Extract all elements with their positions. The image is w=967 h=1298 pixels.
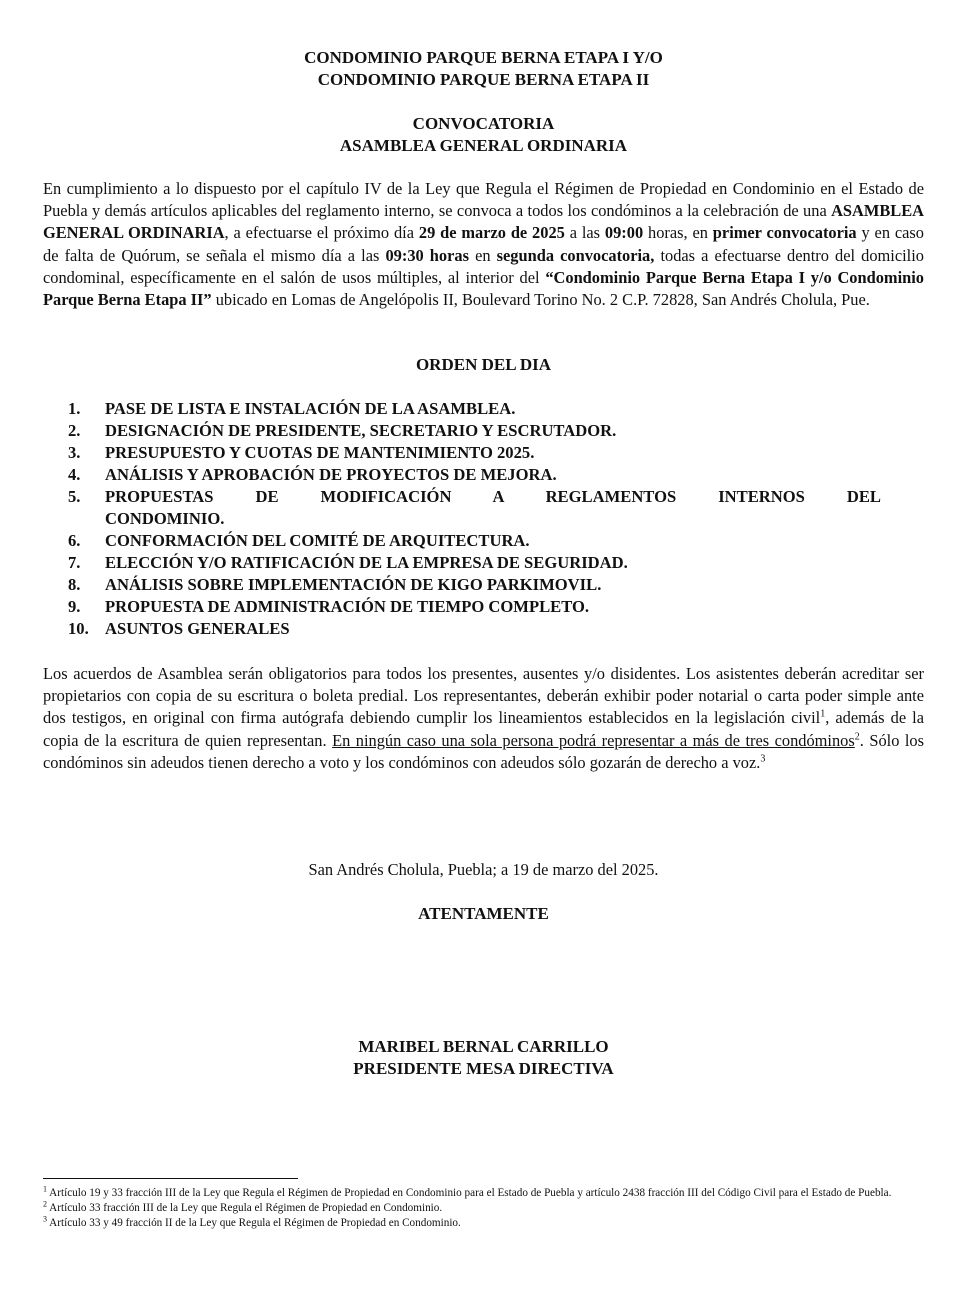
footnotes [43,1186,924,1231]
footnote-3 [43,1216,924,1231]
intro-date: 29 de marzo de 2025 [418,223,565,243]
agenda-item-number: 6. [68,531,81,550]
agenda-item [68,552,881,574]
signatory-name: MARIBEL BERNAL CARRILLO [358,1037,609,1056]
footnote-text: Artículo 19 y 33 fracción III de la Ley que Regula el Régimen de Propiedad en Condominio para el Estado de Puebla y artículo 2438 fracción III del Código Civil para el Estado de Puebla. [47,1187,892,1199]
agenda-item [68,486,881,508]
agenda-item-text: ELECCIÓN Y/O RATIFICACIÓN DE LA EMPRESA DE SEGURIDAD. [105,553,628,572]
agenda-item-continuation [68,508,881,530]
agenda-item [68,596,881,618]
agenda-item-text: CONDOMINIO. [105,509,225,528]
intro-bold: ASAMBLEA GENERAL ORDINARIA [43,201,924,243]
footnote-ref-2[interactable]: 2 [854,731,860,743]
footnote-mark: 1 [43,1184,47,1194]
footnote-mark: 2 [43,1199,47,1209]
footnote-divider [43,1178,298,1179]
intro-text: a las [564,223,605,243]
agenda-item-number: 1. [68,399,81,418]
document-header [0,47,967,91]
intro-text: en [468,245,497,265]
intro-bold: primer convocatoria [712,223,857,243]
intro-text: En cumplimiento a lo dispuesto por el capítulo IV de la Ley que Regula el Régimen de Propiedad en Condominio en el Estado de Puebla y demás artículos aplicables del reglamento interno, se convoca a todos los condóminos a la celebración de una [43,179,924,221]
agenda-item-number: 3. [68,443,81,462]
agenda-item-text: PASE DE LISTA E INSTALACIÓN DE LA ASAMBLEA. [105,399,516,418]
agenda-item [68,618,881,640]
agenda-item [68,420,881,442]
agenda-item-text: ASUNTOS GENERALES [105,619,290,638]
agenda-item-text: PROPUESTAS DE MODIFICACIÓN A REGLAMENTOS INTERNOS DEL [105,487,881,506]
convocatoria-heading [0,113,967,157]
intro-time-second: 09:30 horas [385,245,469,265]
footnote-text: Artículo 33 fracción III de la Ley que Regula el Régimen de Propiedad en Condominio. [47,1202,443,1214]
convocatoria-subtitle: ASAMBLEA GENERAL ORDINARIA [339,136,628,155]
agenda-item [68,530,881,552]
intro-text: horas, en [643,223,713,243]
closing-text: Los acuerdos de Asamblea serán obligatorios para todos los presentes, ausentes y/o disidentes. Los asistentes deberán acreditar ser propietarios con copia de su escritura o boleta predial. Los representantes, deberán exhibir poder notarial o carta poder simple ante dos testigos, en original con firma autógrafa debiendo cumplir los lineamientos establecidos en la legislación civil [43,664,924,728]
footnote-text: Artículo 33 y 49 fracción II de la Ley que Regula el Régimen de Propiedad en Condominio. [47,1217,461,1229]
agenda-item-number: 2. [68,421,81,440]
closing-text: , además de la copia de la escritura de quien representan. [43,708,925,750]
closing-text: . Sólo los condóminos sin adeudos tienen derecho a voto y los condóminos con adeudos sólo gozarán de derecho a voz. [43,730,925,772]
agenda-list [68,398,881,640]
agenda-item-number: 7. [68,553,81,572]
atentamente: ATENTAMENTE [418,904,549,923]
orden-del-dia-title: ORDEN DEL DIA [415,355,552,374]
agenda-item-text: ANÁLISIS SOBRE IMPLEMENTACIÓN DE KIGO PARKIMOVIL. [105,575,602,594]
agenda-item [68,398,881,420]
footnote-1 [43,1186,924,1201]
footnote-mark: 3 [43,1214,47,1224]
footnote-ref-3[interactable]: 3 [760,753,766,765]
agenda-item [68,464,881,486]
intro-paragraph [43,178,924,311]
header-line-2: CONDOMINIO PARQUE BERNA ETAPA II [317,70,650,89]
agenda-item-text: PROPUESTA DE ADMINISTRACIÓN DE TIEMPO COMPLETO. [105,597,590,616]
intro-bold: segunda convocatoria, [496,245,655,265]
closing-underlined-text: En ningún caso una sola persona podrá representar a más de tres condóminos [332,730,855,750]
place-and-date: San Andrés Cholula, Puebla; a 19 de marzo del 2025. [308,860,659,879]
agenda-item-text: CONFORMACIÓN DEL COMITÉ DE ARQUITECTURA. [105,531,530,550]
intro-text: todas a efectuarse dentro del domicilio condominal, específicamente en el salón de usos múltiples, al interior del [43,245,924,287]
intro-address: ubicado en Lomas de Angelópolis II, Boulevard Torino No. 2 C.P. 72828, San Andrés Cholula, Pue. [211,290,870,310]
agenda-item [68,442,881,464]
agenda-item-number: 10. [68,619,89,638]
signature-block [0,1036,967,1080]
agenda-item-number: 4. [68,465,81,484]
footnote-2 [43,1201,924,1216]
signatory-role: PRESIDENTE MESA DIRECTIVA [353,1059,614,1078]
intro-text: , a efectuarse el próximo día [224,223,419,243]
agenda-item [68,574,881,596]
intro-condo-name: “Condominio Parque Berna Etapa I y/o Condominio Parque Berna Etapa II” [43,267,924,310]
agenda-item-number: 8. [68,575,81,594]
agenda-item-number: 9. [68,597,81,616]
agenda-item-text: PRESUPUESTO Y CUOTAS DE MANTENIMIENTO 2025. [105,443,535,462]
intro-time-first: 09:00 [604,223,644,243]
header-line-1: CONDOMINIO PARQUE BERNA ETAPA I Y/O [304,48,663,67]
convocatoria-title: CONVOCATORIA [412,114,555,133]
intro-text: y en caso de falta de Quórum, se señala el mismo día a las [43,223,924,265]
footnote-ref-1[interactable]: 1 [820,708,826,720]
agenda-item-number [68,508,105,530]
agenda-item-text: ANÁLISIS Y APROBACIÓN DE PROYECTOS DE MEJORA. [105,465,557,484]
closing-paragraph [43,663,924,774]
agenda-item-text: DESIGNACIÓN DE PRESIDENTE, SECRETARIO Y ESCRUTADOR. [105,421,617,440]
agenda-item-number: 5. [68,487,81,506]
